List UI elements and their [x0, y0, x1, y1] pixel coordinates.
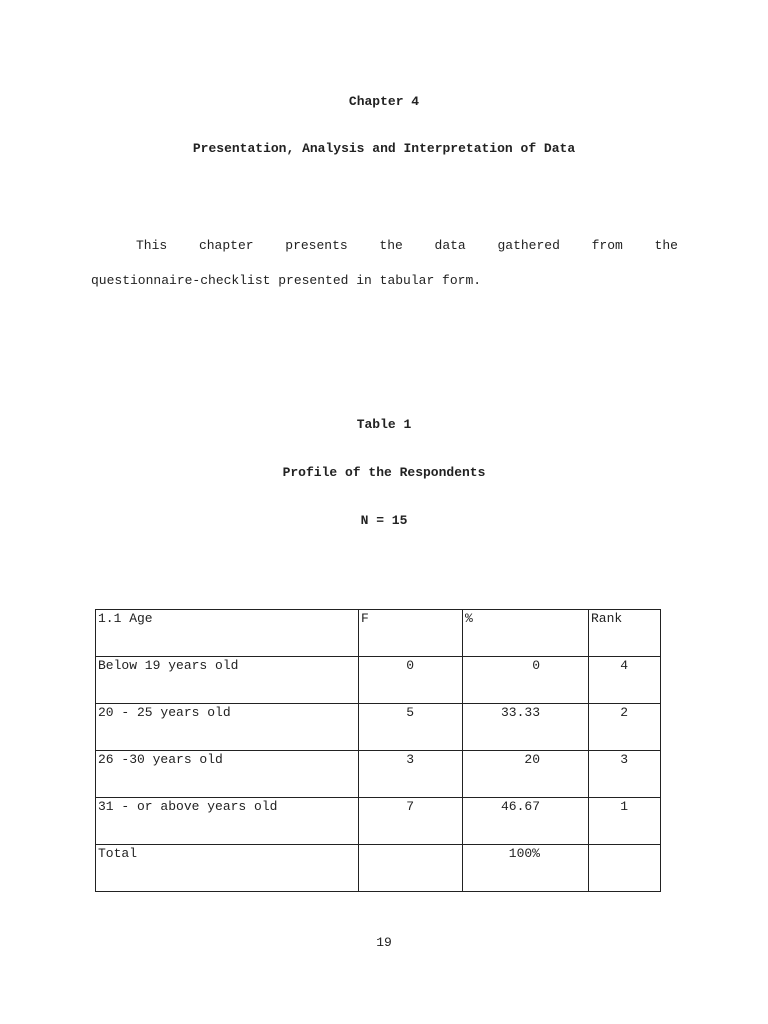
table-cell: 4	[589, 657, 661, 704]
table-label: Table 1	[356, 417, 412, 432]
intro-word: data	[434, 238, 466, 253]
table-cell: 26 -30 years old	[96, 751, 359, 798]
table-cell: Total	[96, 845, 359, 892]
table-cell: 3	[359, 751, 463, 798]
table-cell	[359, 845, 463, 892]
table-title: Profile of the Respondents	[282, 465, 486, 480]
intro-line-2: questionnaire-checklist presented in tabular form.	[91, 273, 482, 288]
header-cell: 1.1 Age	[96, 610, 359, 657]
profile-table	[95, 609, 661, 892]
intro-word: the	[379, 238, 403, 253]
table-cell: 31 - or above years old	[96, 798, 359, 845]
table-cell: 33.33	[463, 704, 589, 751]
table-cell: 0	[463, 657, 589, 704]
table-cell: 2	[589, 704, 661, 751]
intro-word: This	[136, 238, 168, 253]
table-row	[96, 657, 661, 704]
table-row	[96, 704, 661, 751]
table-n: N = 15	[360, 513, 408, 528]
intro-word: gathered	[497, 238, 560, 253]
table-cell: 1	[589, 798, 661, 845]
table-cell: Below 19 years old	[96, 657, 359, 704]
table-cell: 7	[359, 798, 463, 845]
table-cell: 20	[463, 751, 589, 798]
intro-line-1	[136, 238, 678, 254]
chapter-title: Presentation, Analysis and Interpretation of Data	[192, 141, 576, 156]
chapter-label: Chapter 4	[348, 94, 420, 109]
table-total-row	[96, 845, 661, 892]
table-header-row	[96, 610, 661, 657]
page-number: 19	[376, 935, 392, 950]
intro-word: presents	[285, 238, 348, 253]
header-cell: F	[359, 610, 463, 657]
table-cell	[589, 845, 661, 892]
table-cell: 5	[359, 704, 463, 751]
table-cell: 3	[589, 751, 661, 798]
table-cell: 0	[359, 657, 463, 704]
intro-word: the	[654, 238, 678, 253]
header-cell: Rank	[589, 610, 661, 657]
table-row	[96, 798, 661, 845]
header-cell: %	[463, 610, 589, 657]
table-cell: 100%	[463, 845, 589, 892]
table-cell: 46.67	[463, 798, 589, 845]
intro-word: from	[591, 238, 623, 253]
table-cell: 20 - 25 years old	[96, 704, 359, 751]
intro-word: chapter	[198, 238, 254, 253]
table-row	[96, 751, 661, 798]
